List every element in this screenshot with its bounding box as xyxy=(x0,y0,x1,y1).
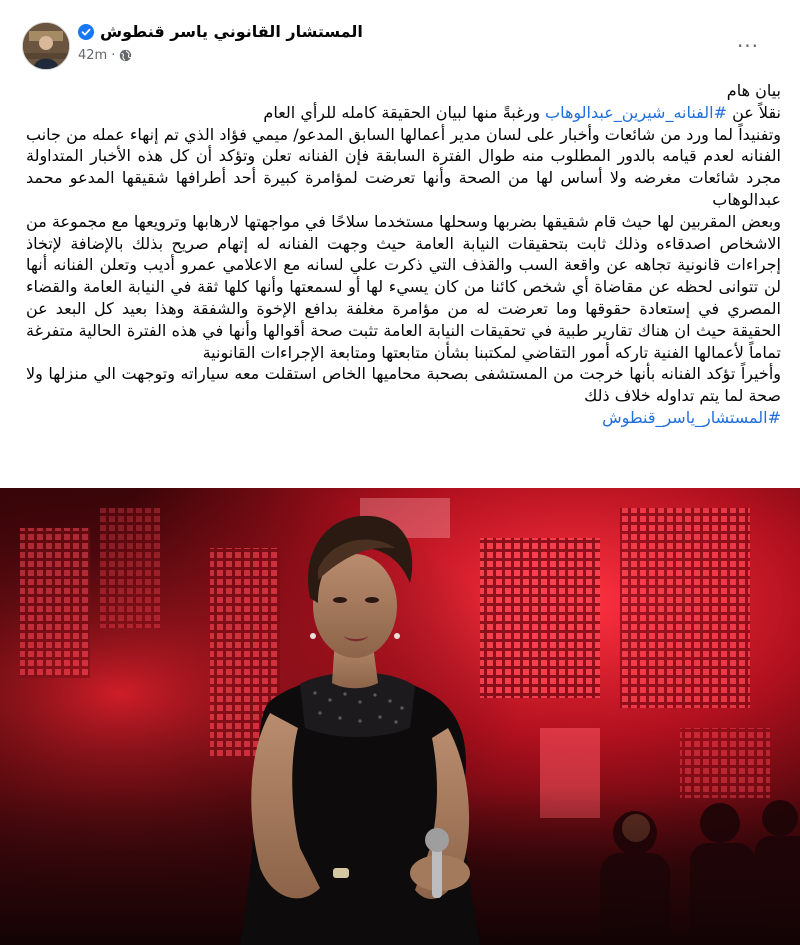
hashtag-link-artist[interactable]: #الفنانه_شيرين_عبدالوهاب xyxy=(545,102,727,122)
stage-photo-image xyxy=(0,488,800,945)
message-line-1 xyxy=(26,102,781,124)
post-message xyxy=(26,80,781,429)
message-paragraph-1: وتفنيداً لما ورد من شائعات وأخبار على لسان مدير أعمالها السابق المدعو/ ميمي فؤاد الذي تم إنهاء عمله من جانب الفنانه لعدم قيامه بالدور المطلوب منه طوال الفترة السابقة فإن الفنانه تعلن وتؤكد أن كل هذه الأخبار المتداولة مجرد شائعات مغرضه ولا أساس لها من الصحة وأنها تعرضت لمؤامرة كبيرة أحد أطرافها شقيقها المدعو محمد عبدالوهاب xyxy=(26,124,781,209)
author-name[interactable]: المستشار القانوني ياسر قنطوش xyxy=(100,22,363,41)
post-timestamp[interactable]: 42m xyxy=(78,48,108,63)
hashtag-link-signature[interactable]: #المستشار_ياسر_قنطوش xyxy=(602,407,781,427)
line-1-prefix: نقلاً عن xyxy=(727,102,781,122)
post-meta xyxy=(78,48,132,63)
more-options-button[interactable] xyxy=(728,26,768,66)
verified-badge-icon xyxy=(78,24,94,40)
message-heading: بيان هام xyxy=(726,81,781,100)
message-paragraph-2: وبعض المقربين لها حيث قام شقيقها بضربها وسحلها مستخدما سلاحًا في مواجهتها لارهابها وترويعها مع مجموعة من الاشخاص اصدقاءه وذلك ثابت بتحقيقات النيابة العامة حيث وجهت الفنانه له إتهام صريح بذلك بالإضافة لإتخاذ إجراءات قانونية تجاهه عن واقعة السب والقذف التي ذكرت علي لسانه مع الاعلامي عمرو أديب وتعلن الفنانه أنها لن تتوانى لحظه عن مقاضاة أي شخص كائنا من كان يسيء لها أو لسمعتها وأنها كلها ثقة في النيابة العامة والقضاء المصري في إستعادة حقوقها وما تعرضت له من مؤامرة مغلفة بدافع الإخوة والشفقة وهذا بعيد كل البعد عن الحقيقة حيث ان هناك تقارير طبية في تحقيقات النيابة العامة تثبت صحة أقوالها وأنها في هذه الفترة الحالية متفرغة تماماً لأعمالها الفنية تاركه أمور التقاضي لمكتبنا بشأن متابعتها ومتابعة الإجراءات القانونية xyxy=(26,211,781,362)
author-avatar[interactable] xyxy=(22,22,70,70)
post-photo[interactable] xyxy=(0,488,800,945)
globe-icon[interactable] xyxy=(119,49,132,62)
meta-separator: · xyxy=(111,48,116,63)
avatar-photo xyxy=(23,23,69,69)
post-header xyxy=(0,0,800,78)
message-signature xyxy=(26,407,781,429)
author-line xyxy=(78,22,363,41)
line-1-suffix: ورغبةً منها لبيان الحقيقة كامله للرأي العام xyxy=(263,102,546,122)
more-horizontal-icon: ··· xyxy=(736,34,760,58)
message-paragraph-3: وأخيراً تؤكد الفنانه بأنها خرجت من المستشفى بصحبة محاميها الخاص استقلت معه سياراته وتوجهت الي منزلها ولا صحة لما يتم تداوله خلاف ذلك xyxy=(26,364,781,406)
